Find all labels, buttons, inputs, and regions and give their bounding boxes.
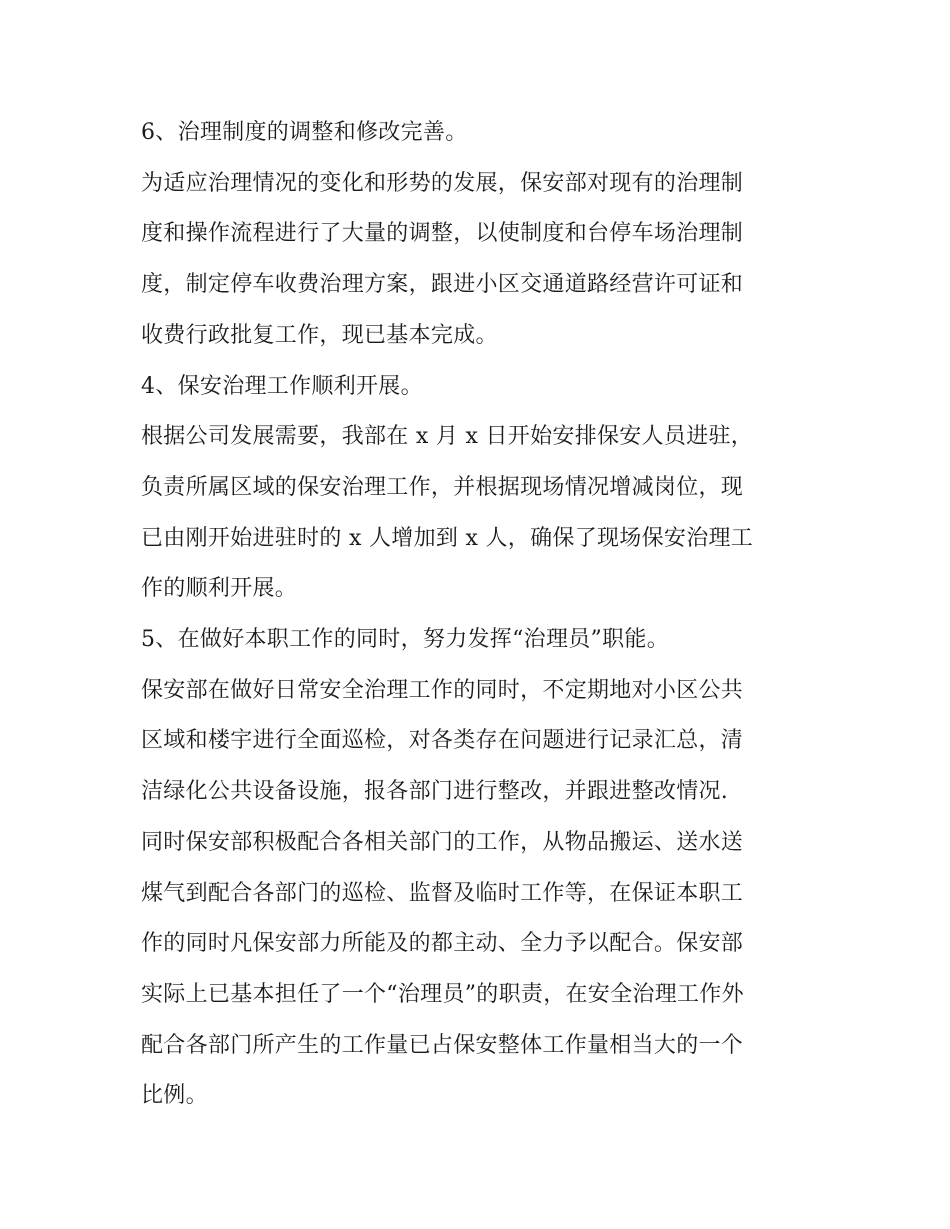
paragraph-line: 洁绿化公共设备设施，报各部门进行整改，并跟进整改情况. [141,779,729,805]
paragraph-line: 度和操作流程进行了大量的调整，以使制度和台停车场治理制 [141,221,744,247]
paragraph-line: 保安部在做好日常安全治理工作的同时，不定期地对小区公共 [141,677,744,703]
paragraph-line: 已由刚开始进驻时的 x 人增加到 x 人，确保了现场保安治理工 [141,525,754,551]
paragraph-line: 作的同时凡保安部力所能及的都主动、全力予以配合。保安部 [141,931,744,957]
paragraph-line: 实际上已基本担任了一个“治理员”的职责，在安全治理工作外 [141,981,744,1007]
paragraph-line: 根据公司发展需要，我部在 x 月 x 日开始安排保安人员进驻， [141,424,754,450]
paragraph-line: 煤气到配合各部门的巡检、监督及临时工作等，在保证本职工 [141,880,744,906]
document-body [141,108,816,1122]
section-heading-5: 5、在做好本职工作的同时，努力发挥“治理员”职能。 [141,627,669,653]
paragraph-line: 区域和楼宇进行全面巡检，对各类存在问题进行记录汇总，清 [141,728,744,754]
paragraph-line: 配合各部门所产生的工作量已占保安整体工作量相当大的一个 [141,1032,744,1058]
paragraph-line: 作的顺利开展。 [141,576,298,602]
paragraph-line: 负责所属区域的保安治理工作，并根据现场情况增减岗位，现 [141,474,744,500]
paragraph-line: 同时保安部积极配合各相关部门的工作，从物品搬运、送水送 [141,829,744,855]
section-heading-4: 4、保安治理工作顺利开展。 [141,373,423,399]
section-heading-6: 6、治理制度的调整和修改完善。 [141,120,468,145]
paragraph-line: 度，制定停车收费治理方案，跟进小区交通道路经营许可证和 [141,272,744,298]
paragraph-line: 为适应治理情况的变化和形势的发展，保安部对现有的治理制 [141,170,744,196]
paragraph-line: 比例。 [141,1083,208,1109]
paragraph-line: 收费行政批复工作，现已基本完成。 [141,322,498,348]
